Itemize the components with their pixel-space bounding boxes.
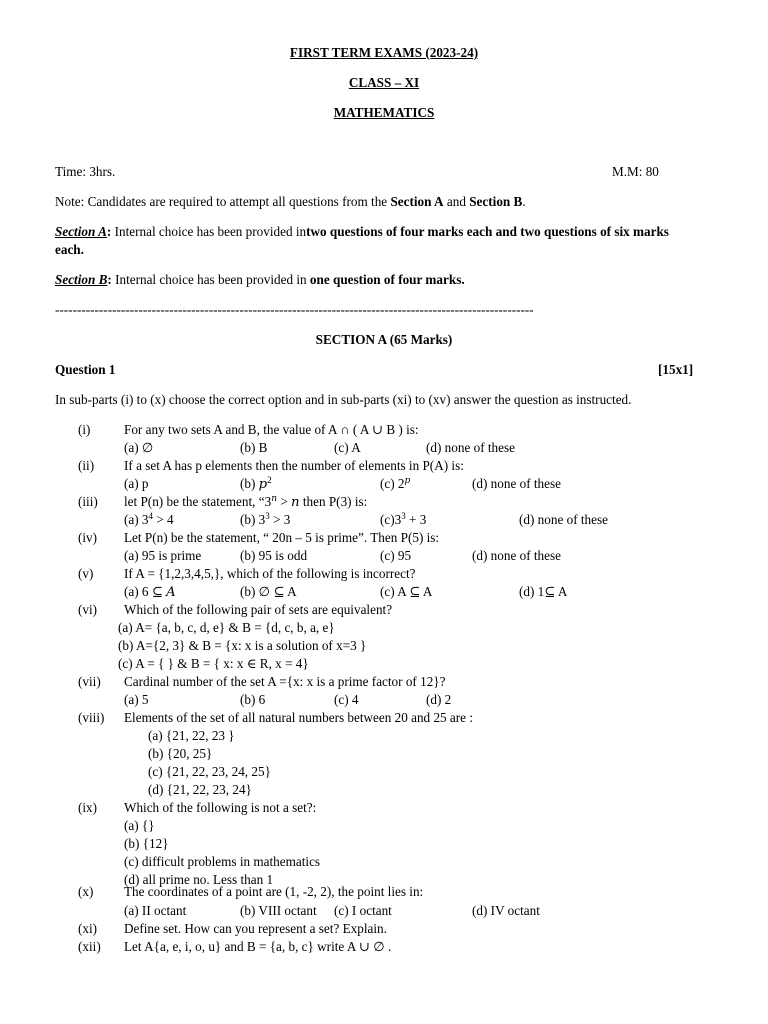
option-c: (c) I octant — [334, 903, 392, 918]
subject-title: MATHEMATICS — [333, 105, 435, 120]
option-b: (b) VIII octant — [240, 903, 317, 918]
option-d: (d) none of these — [472, 548, 561, 563]
item-number: (vi) — [78, 602, 98, 617]
option-b: (b) 𝑝$^2$ — [240, 475, 272, 491]
item-number: (xii) — [78, 939, 101, 954]
option-a: (a) 5 — [124, 692, 149, 707]
option-b: (b) ∅ ⊆ A — [240, 584, 297, 599]
option-c: (c) 4 — [334, 692, 359, 707]
item-number: (xi) — [78, 921, 98, 936]
question-text: The coordinates of a point are (1, -2, 2), the point lies in: — [124, 884, 424, 899]
option-c: (c) $2^𝑝$ — [380, 475, 411, 491]
option-d: (d) IV octant — [472, 903, 540, 918]
question-text: Cardinal number of the set A ={x: x is a prime factor of 12}? — [124, 674, 446, 689]
option-b: (b) 95 is odd — [240, 548, 308, 563]
option-d: (d) none of these — [519, 512, 608, 527]
option-a: (a) {} — [124, 818, 155, 833]
item-number: (iii) — [78, 494, 98, 509]
option-c: (c) A ⊆ A — [380, 584, 433, 599]
item-number: (v) — [78, 566, 94, 581]
item-number: (vii) — [78, 674, 101, 689]
option-c: (c) A = { } & B = { x: x ∈ R, x = 4} — [118, 656, 309, 671]
section-a-note-cont: each. — [55, 242, 84, 257]
question-1-marks: [15x1] — [658, 362, 694, 377]
option-a: (a) 6 ⊆ 𝐴 — [124, 584, 176, 599]
section-a-title: SECTION A (65 Marks) — [315, 332, 453, 347]
option-a: (a) p — [124, 476, 149, 491]
item-number: (viii) — [78, 710, 105, 725]
section-b-note: Section B: Internal choice has been provided in one question of four marks. — [55, 272, 465, 287]
option-d: (d) {21, 22, 23, 24} — [148, 782, 252, 797]
option-b: (b) 6 — [240, 692, 266, 707]
option-d: (d) 1⊆ A — [519, 584, 568, 599]
time-label: Time: 3hrs. — [55, 164, 116, 179]
question-text: For any two sets A and B, the value of A ∩ ( A ∪ B ) is: — [124, 422, 419, 437]
question-text: Which of the following pair of sets are equivalent? — [124, 602, 393, 617]
note-line: Note: Candidates are required to attempt all questions from the Section A and Section B. — [55, 194, 526, 209]
question-text: Elements of the set of all natural numbers between 20 and 25 are : — [124, 710, 473, 725]
question-text: let P(n) be the statement, “$3^𝑛$ > 𝑛 then P(3) is: — [124, 493, 368, 509]
question-text: If A = {1,2,3,4,5,}, which of the following is incorrect? — [124, 566, 416, 581]
option-b: (b) {20, 25} — [148, 746, 213, 761]
item-number: (ix) — [78, 800, 98, 815]
option-a: (a) ∅ — [124, 440, 154, 455]
question-text: Which of the following is not a set?: — [124, 800, 317, 815]
divider-line: ------------------------------------------------------------------------------------------------------------- — [55, 302, 534, 317]
item-number: (ii) — [78, 458, 95, 473]
option-c: (c) {21, 22, 23, 24, 25} — [148, 764, 271, 779]
max-marks-label: M.M: 80 — [612, 164, 659, 179]
option-d: (d) all prime no. Less than 1 — [124, 872, 274, 887]
option-a: (a) $3^4 > 4$ — [124, 511, 174, 527]
option-b: (b) {12} — [124, 836, 169, 851]
option-c: (c) 95 — [380, 548, 412, 563]
option-c: (c) A — [334, 440, 361, 455]
option-b: (b) A={2, 3} & B = {x: x is a solution of x=3 } — [118, 638, 367, 653]
option-a: (a) A= {a, b, c, d, e} & B = {d, c, b, a, e} — [118, 620, 335, 635]
item-number: (x) — [78, 884, 94, 899]
option-c: $(c)3^3 + 3$ — [380, 511, 427, 527]
option-c: (c) difficult problems in mathematics — [124, 854, 321, 869]
section-a-note: Section A: Internal choice has been provided intwo questions of four marks each and two questions of six marks — [55, 224, 669, 239]
item-number: (i) — [78, 422, 91, 437]
option-b: (b) B — [240, 440, 268, 455]
option-a: (a) {21, 22, 23 } — [148, 728, 235, 743]
exam-title: FIRST TERM EXAMS (2023-24) — [289, 45, 479, 60]
option-d: (d) 2 — [426, 692, 452, 707]
option-b: (b) $3^3 > 3$ — [240, 511, 291, 527]
question-1-instruction: In sub-parts (i) to (x) choose the correct option and in sub-parts (xi) to (xv) answer the question as instructed. — [55, 392, 632, 407]
option-a: (a) II octant — [124, 903, 187, 918]
class-title: CLASS – XI — [348, 75, 420, 90]
option-d: (d) none of these — [426, 440, 515, 455]
option-d: (d) none of these — [472, 476, 561, 491]
question-text: Let A{a, e, i, o, u} and B = {a, b, c} write A ∪ ∅ . — [124, 939, 392, 954]
option-a: (a) 95 is prime — [124, 548, 202, 563]
question-1-title: Question 1 — [55, 362, 116, 377]
item-number: (iv) — [78, 530, 98, 545]
question-text: Define set. How can you represent a set? Explain. — [124, 921, 387, 936]
question-text: If a set A has p elements then the number of elements in P(A) is: — [124, 458, 464, 473]
question-text: Let P(n) be the statement, “ 20n – 5 is prime”. Then P(5) is: — [124, 530, 440, 545]
